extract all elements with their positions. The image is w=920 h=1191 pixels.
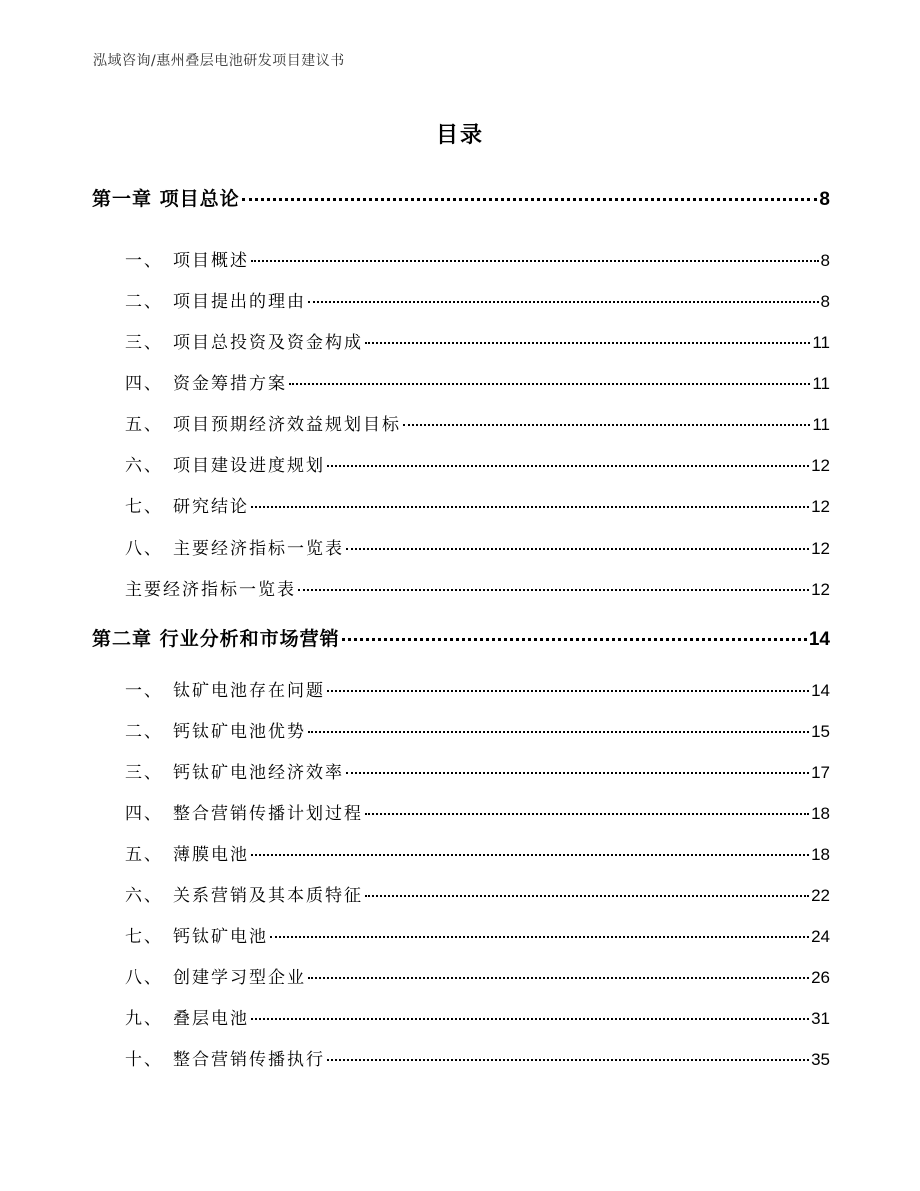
dot-leader [327,1059,809,1061]
section-label: 项目提出的理由 [173,292,306,312]
section-number: 七、 [125,497,163,517]
toc-title: 目录 [435,123,484,148]
chapter-label: 第一章 项目总论 [92,188,240,210]
toc-section[interactable] [125,410,830,435]
toc-section[interactable] [125,1045,830,1070]
toc-section[interactable] [125,676,830,701]
toc-section[interactable] [125,369,830,394]
page-number: 8 [820,251,830,270]
dot-leader [251,506,809,508]
section-number: 十、 [125,1050,163,1070]
section-number: 四、 [125,804,163,824]
toc-section[interactable] [125,881,830,906]
section-number: 三、 [125,763,163,783]
section-label: 叠层电池 [173,1009,249,1029]
dot-leader [346,548,809,550]
dot-leader [308,977,809,979]
section-label: 资金筹措方案 [173,374,287,394]
toc-section[interactable] [125,287,830,312]
dot-leader [251,854,809,856]
page-number: 8 [820,292,830,311]
toc-chapter-2[interactable] [92,624,830,651]
toc-section[interactable] [125,717,830,742]
section-number: 九、 [125,1009,163,1029]
dot-leader [242,198,818,201]
section-label: 整合营销传播计划过程 [173,804,363,824]
section-number: 五、 [125,845,163,865]
toc-section[interactable] [125,799,830,824]
toc-section[interactable] [125,451,830,476]
page-number: 35 [811,1050,830,1069]
section-number: 六、 [125,456,163,476]
toc-section[interactable] [125,246,830,271]
page-number: 17 [811,763,830,782]
toc-section[interactable] [125,1004,830,1029]
section-label: 关系营销及其本质特征 [173,886,363,906]
toc-section[interactable] [125,328,830,353]
page-number: 12 [811,539,830,558]
toc-section[interactable] [125,963,830,988]
section-number: 二、 [125,292,163,312]
section-label: 项目总投资及资金构成 [173,333,363,353]
page-number: 14 [811,681,830,700]
toc-section[interactable] [125,575,830,600]
chapter-label: 第二章 行业分析和市场营销 [92,628,340,650]
toc-section[interactable] [125,758,830,783]
dot-leader [251,260,819,262]
page-number: 31 [811,1009,830,1028]
dot-leader [403,424,810,426]
page-number: 26 [811,968,830,987]
page-number: 18 [811,845,830,864]
dot-leader [342,638,807,641]
dot-leader [298,589,809,591]
page-number: 11 [812,415,830,434]
section-number: 一、 [125,251,163,271]
section-number: 八、 [125,539,163,559]
running-header: 泓域咨询/惠州叠层电池研发项目建议书 [93,53,345,69]
dot-leader [251,1018,809,1020]
dot-leader [308,301,819,303]
dot-leader [365,813,809,815]
section-number: 八、 [125,968,163,988]
toc-section[interactable] [125,492,830,517]
section-number: 四、 [125,374,163,394]
toc-section[interactable] [125,922,830,947]
dot-leader [327,690,809,692]
section-label: 钙钛矿电池 [173,927,268,947]
section-number: 五、 [125,415,163,435]
section-number: 二、 [125,722,163,742]
dot-leader [289,383,810,385]
page-number: 8 [819,189,830,210]
page-number: 11 [812,374,830,393]
section-label: 创建学习型企业 [173,968,306,988]
page-number: 12 [811,497,830,516]
dot-leader [308,731,809,733]
section-number: 一、 [125,681,163,701]
toc-section[interactable] [125,534,830,559]
page-number: 18 [811,804,830,823]
page-number: 15 [811,722,830,741]
toc-chapter-1[interactable] [92,184,830,211]
page-number: 12 [811,580,830,599]
section-label: 薄膜电池 [173,845,249,865]
dot-leader [365,342,810,344]
page-number: 22 [811,886,830,905]
section-label: 钛矿电池存在问题 [173,681,325,701]
toc-section[interactable] [125,840,830,865]
section-label: 项目预期经济效益规划目标 [173,415,401,435]
section-number: 七、 [125,927,163,947]
page-number: 11 [812,333,830,352]
section-label: 研究结论 [173,497,249,517]
section-number: 三、 [125,333,163,353]
dot-leader [327,465,809,467]
section-label: 钙钛矿电池优势 [173,722,306,742]
section-label: 项目建设进度规划 [173,456,325,476]
section-label: 主要经济指标一览表 [173,539,344,559]
section-label: 整合营销传播执行 [173,1050,325,1070]
section-label: 主要经济指标一览表 [125,580,296,600]
section-number: 六、 [125,886,163,906]
page-number: 24 [811,927,830,946]
page-number: 12 [811,456,830,475]
section-label: 钙钛矿电池经济效率 [173,763,344,783]
dot-leader [270,936,809,938]
dot-leader [365,895,809,897]
section-label: 项目概述 [173,251,249,271]
dot-leader [346,772,809,774]
page-number: 14 [808,629,830,650]
